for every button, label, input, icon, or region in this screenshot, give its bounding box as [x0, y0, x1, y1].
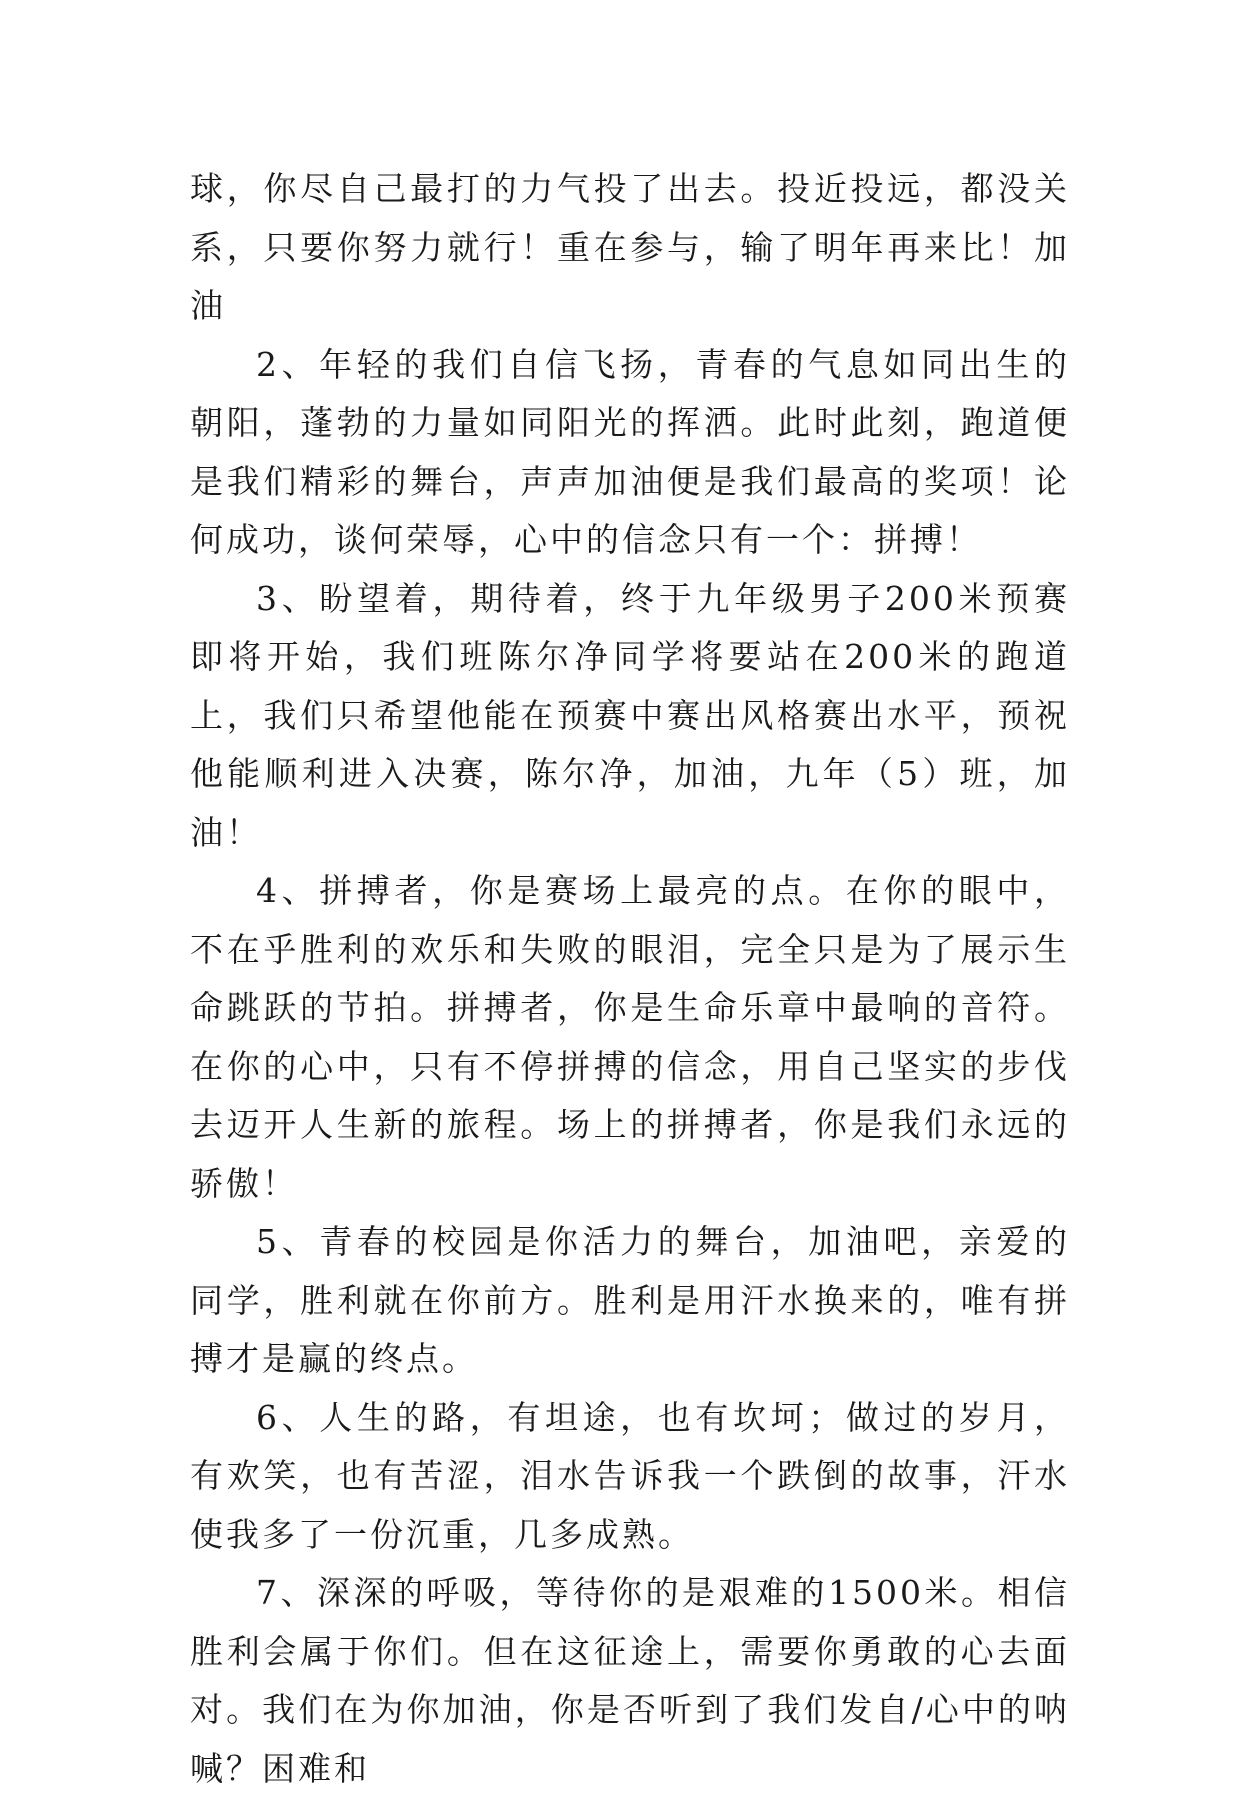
- paragraph-6: 6、人生的路，有坦途，也有坎坷；做过的岁月，有欢笑，也有苦涩，泪水告诉我一个跌倒的故事，汗水使我多了一份沉重，几多成熟。: [190, 1397, 1070, 1554]
- paragraph-2: 2、年轻的我们自信飞扬，青春的气息如同出生的朝阳，蓬勃的力量如同阳光的挥洒。此时此刻，跑道便是我们精彩的舞台，声声加油便是我们最高的奖项！论何成功，谈何荣辱，心中的信念只有一个：拼搏！: [190, 344, 1070, 559]
- paragraph-4: 4、拼搏者，你是赛场上最亮的点。在你的眼中，不在乎胜利的欢乐和失败的眼泪，完全只是为了展示生命跳跃的节拍。拼搏者，你是生命乐章中最响的音符。在你的心中，只有不停拼搏的信念，用自己坚实的步伐去迈开人生新的旅程。场上的拼搏者，你是我们永远的骄傲！: [190, 871, 1070, 1203]
- paragraph-5: 5、青春的校园是你活力的舞台，加油吧，亲爱的同学，胜利就在你前方。胜利是用汗水换来的，唯有拼搏才是赢的终点。: [190, 1222, 1070, 1378]
- paragraph-continuation: 球，你尽自己最打的力气投了出去。投近投远，都没关系，只要你努力就行！重在参与，输了明年再来比！加油: [190, 169, 1070, 325]
- paragraph-3: 3、盼望着，期待着，终于九年级男子200米预赛即将开始，我们班陈尔净同学将要站在200米的跑道上，我们只希望他能在预赛中赛出风格赛出水平，预祝他能顺利进入决赛，陈尔净，加油，九年（5）班，加油！: [190, 578, 1070, 852]
- paragraph-7: 7、深深的呼吸，等待你的是艰难的1500米。相信胜利会属于你们。但在这征途上，需要你勇敢的心去面对。我们在为你加油，你是否听到了我们发自/心中的呐喊？困难和: [190, 1573, 1070, 1788]
- document-body: [190, 160, 1070, 1798]
